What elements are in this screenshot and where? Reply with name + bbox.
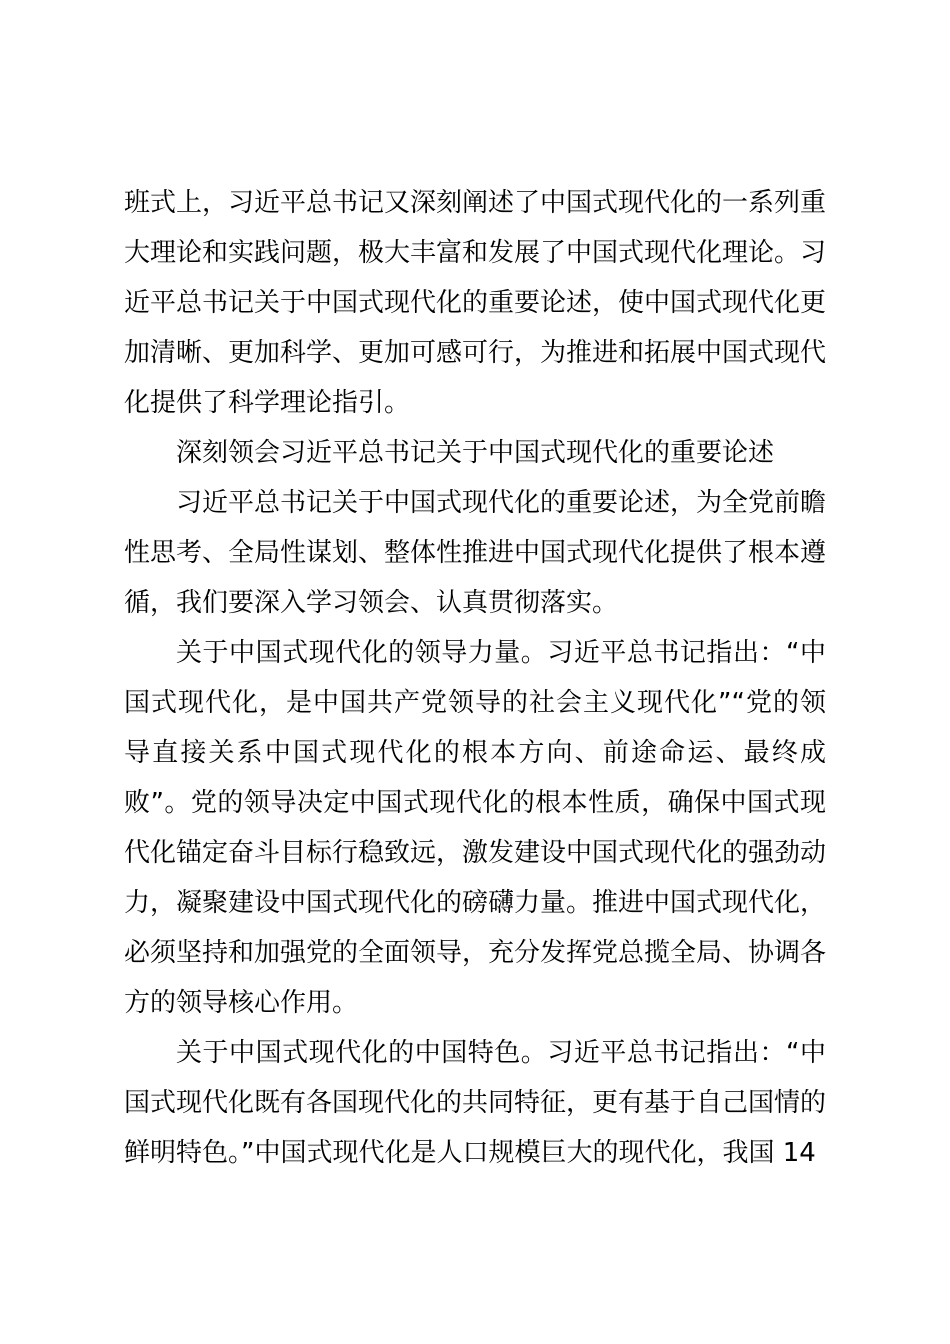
document-paragraph: 习近平总书记关于中国式现代化的重要论述，为全党前瞻性思考、全局性谋划、整体性推进中国式现代化提供了根本遵循，我们要深入学习领会、认真贯彻落实。 [124,488,827,618]
section-subheading: 深刻领会习近平总书记关于中国式现代化的重要论述 [176,438,775,468]
document-paragraph: 关于中国式现代化的领导力量。习近平总书记指出：“中国式现代化，是中国共产党领导的社会主义现代化”“党的领导直接关系中国式现代化的根本方向、前途命运、最终成败”。党的领导决定中国式现代化的根本性质，确保中国式现代化锚定奋斗目标行稳致远，激发建设中国式现代化的强劲动力，凝聚建设中国式现代化的磅礴力量。推进中国式现代化，必须坚持和加强党的全面领导，充分发挥党总揽全局、协调各方的领导核心作用。 [124,638,827,1018]
document-content [124,178,826,1178]
document-paragraph: 班式上，习近平总书记又深刻阐述了中国式现代化的一系列重大理论和实践问题，极大丰富和发展了中国式现代化理论。习近平总书记关于中国式现代化的重要论述，使中国式现代化更加清晰、更加科学、更加可感可行，为推进和拓展中国式现代化提供了科学理论指引。 [124,188,827,418]
document-paragraph: 关于中国式现代化的中国特色。习近平总书记指出：“中国式现代化既有各国现代化的共同特征，更有基于自己国情的鲜明特色。”中国式现代化是人口规模巨大的现代化，我国 14 [124,1038,827,1168]
